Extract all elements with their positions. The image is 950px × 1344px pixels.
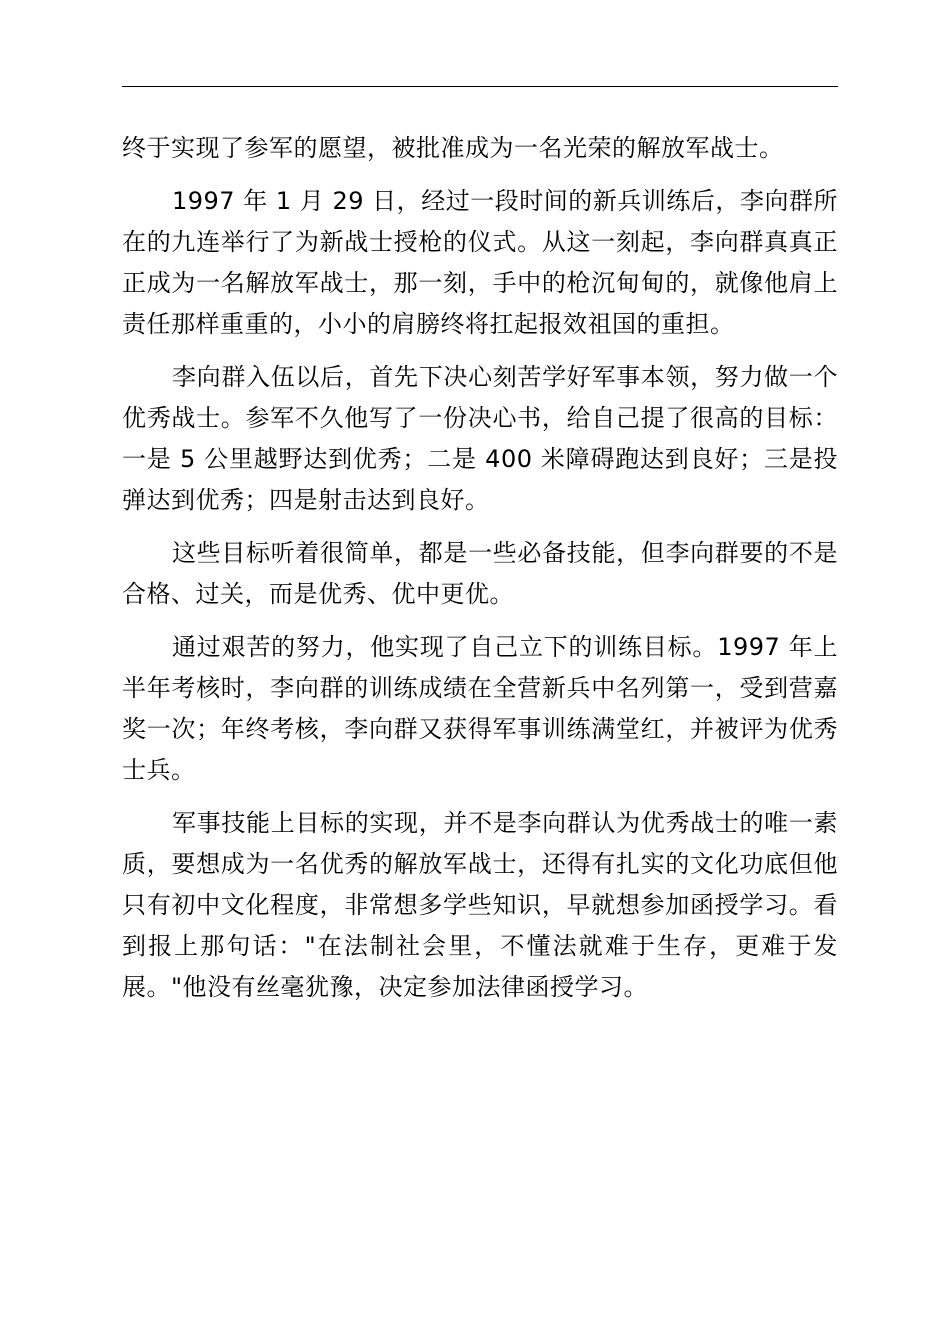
paragraph-5: 通过艰苦的努力，他实现了自己立下的训练目标。1997 年上半年考核时，李向群的训练成绩在全营新兵中名列第一，受到营嘉奖一次；年终考核，李向群又获得军事训练满堂红，并被评为优秀士兵。: [122, 633, 838, 784]
header-rule: [122, 86, 838, 87]
paragraph-6: 军事技能上目标的实现，并不是李向群认为优秀战士的唯一素质，要想成为一名优秀的解放军战士，还得有扎实的文化功底但他只有初中文化程度，非常想多学些知识，早就想参加函授学习。看到报上那句话："在法制社会里，不懂法就难于生存，更难于发展。"他没有丝毫犹豫，决定参加法律函授学习。: [122, 809, 838, 1001]
paragraph-1: 终于实现了参军的愿望，被批准成为一名光荣的解放军战士。: [122, 134, 784, 162]
document-body: [122, 128, 838, 1020]
paragraph-4: 这些目标听着很简单，都是一些必备技能，但李向群要的不是合格、过关，而是优秀、优中更优。: [122, 539, 838, 608]
paragraph-2: 1997 年 1 月 29 日，经过一段时间的新兵训练后，李向群所在的九连举行了为新战士授枪的仪式。从这一刻起，李向群真真正正成为一名解放军战士，那一刻，手中的枪沉甸甸的，就像他肩上责任那样重重的，小小的肩膀终将扛起报效祖国的重担。: [122, 187, 838, 338]
paragraph-3: 李向群入伍以后，首先下决心刻苦学好军事本领，努力做一个优秀战士。参军不久他写了一份决心书，给自己提了很高的目标：一是 5 公里越野达到优秀；二是 400 米障碍跑达到良好；三是投弹达到优秀；四是射击达到良好。: [122, 363, 838, 514]
